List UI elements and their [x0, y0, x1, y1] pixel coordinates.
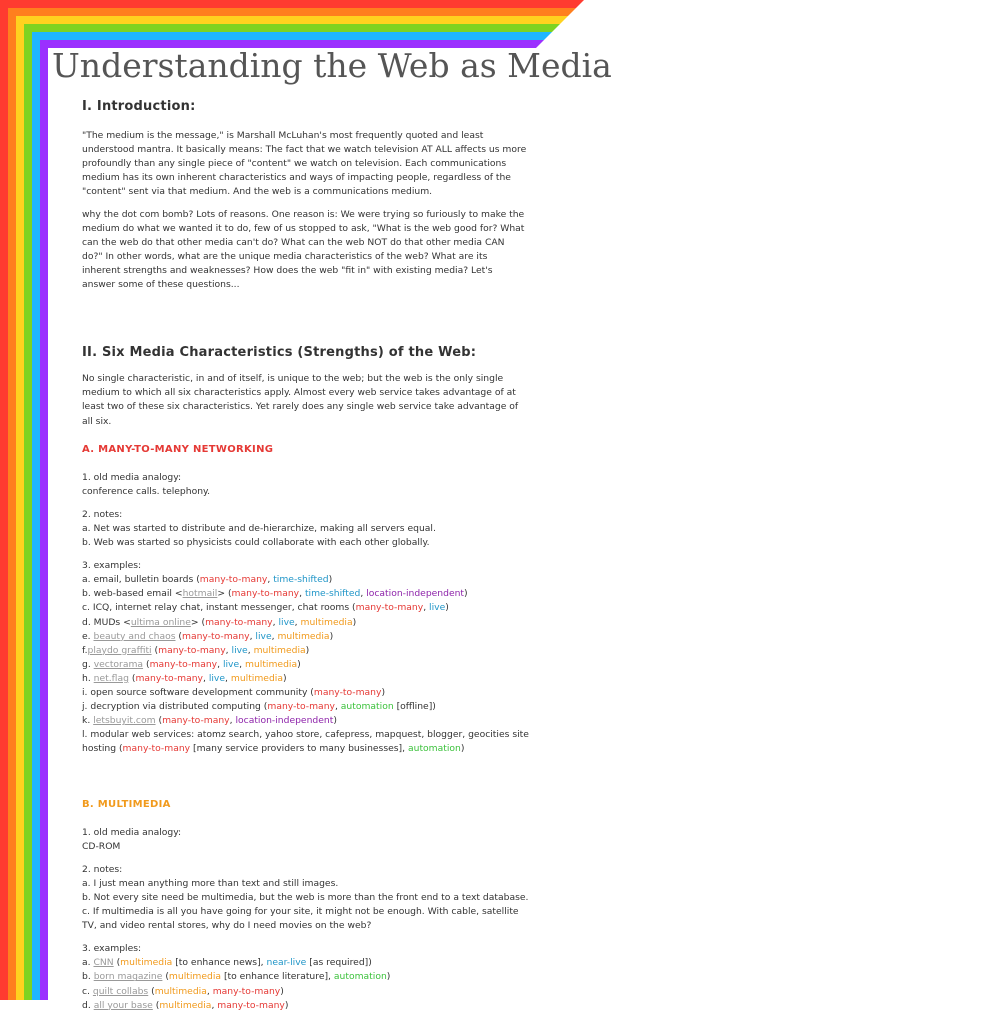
tag-multimedia: multimedia [159, 999, 212, 1011]
b-example-d [82, 999, 527, 1013]
sep: , [271, 630, 278, 642]
a-example-g [82, 658, 527, 672]
intro-paragraph-1: "The medium is the message," is Marshall McLuhan's most frequently quoted and least understood mantra. It basically means: The fact that we watch television AT ALL affects us more profoundly than any single piece of "content" we watch on television. Each communications medium has its own inherent characteristics and ways of impacting people, regardless of the "content" sent via that medium. And the web is a communications medium. [82, 130, 527, 198]
sep: , [272, 616, 279, 628]
sep: , [267, 574, 274, 586]
tag-many-to-many: many-to-many [122, 743, 191, 755]
a-example-l-cont-text: hosting ( [82, 743, 123, 755]
b-examples [82, 942, 527, 1012]
a-note-b: b. Web was started so physicists could collaborate with each other globally. [82, 537, 430, 549]
b-example-a-mid: [to enhance news], [172, 957, 267, 969]
tag-many-to-many: many-to-many [162, 715, 230, 727]
tag-location-independent: location-independent [366, 588, 465, 600]
tag-many-to-many: many-to-many [355, 602, 424, 614]
tag-time-shifted: time-shifted [304, 588, 361, 600]
playdo-graffiti-link[interactable]: playdo graffiti [87, 644, 152, 656]
sep: , [334, 701, 341, 713]
a-example-h [82, 672, 527, 686]
a-notes [82, 508, 527, 550]
rainbow-top-orange [8, 8, 576, 16]
a-example-c [82, 601, 527, 615]
intro-paragraph-2: why the dot com bomb? Lots of reasons. One reason is: We were trying so furiously to make the medium do what we wanted it to do, few of us stopped to ask, "What is the web good for? What can the web do that other media can't do? What can the web NOT do that other media CAN do?" In other words, what are the unique media characteristics of the web? What are its inherent strengths and weaknesses? How does the web "fit in" with existing media? Let's answer some of these questions... [82, 208, 525, 291]
tag-many-to-many: many-to-many [217, 999, 285, 1011]
a-example-d [82, 616, 527, 630]
tag-multimedia: multimedia [230, 672, 283, 684]
close: ) [386, 971, 391, 983]
close: ) [333, 715, 337, 727]
b-example-b-mid: [to enhance literature], [221, 971, 334, 983]
tag-many-to-many: many-to-many [212, 985, 281, 997]
rainbow-top-green [24, 24, 560, 32]
sep: , [423, 602, 430, 614]
tag-multimedia: multimedia [120, 957, 173, 969]
a-example-a-text: a. email, bulletin boards ( [82, 574, 200, 586]
close: ) [460, 743, 465, 755]
a-notes-label: 2. notes: [82, 508, 123, 520]
b-example-c-text: c. [82, 985, 93, 997]
six-characteristics-heading: II. Six Media Characteristics (Strengths) of the Web: [82, 345, 477, 361]
b-analogy-text: CD-ROM [82, 840, 121, 852]
a-example-a [82, 573, 527, 587]
sep: , [217, 658, 223, 670]
tag-many-to-many: many-to-many [199, 574, 268, 586]
a-example-i-text: i. open source software development community ( [82, 687, 314, 698]
beauty-and-chaos-link[interactable]: beauty and chaos [93, 630, 176, 642]
sep: , [229, 715, 236, 727]
close: ) [282, 672, 287, 684]
a-example-i [82, 686, 527, 700]
a-example-j-text: j. decryption via distributed computing ( [82, 701, 268, 713]
b-example-a-text: a. [82, 957, 94, 969]
a-analogy [82, 471, 527, 499]
rainbow-top-red [0, 0, 584, 8]
b-example-b [82, 970, 527, 984]
close: ) [352, 616, 357, 628]
a-example-h-text: h. [82, 672, 94, 684]
sep: , [202, 672, 209, 684]
close: ) [329, 630, 334, 642]
a-example-d-text: d. MUDs < [82, 616, 131, 628]
tag-many-to-many: many-to-many [267, 701, 335, 713]
a-example-f [82, 644, 527, 658]
sep: , [225, 644, 232, 656]
b-note-c: c. If multimedia is all you have going for your site, it might not be enough. With cable, satellite TV, and video rental stores, why do I need movies on the web? [82, 906, 519, 932]
vectorama-link[interactable]: vectorama [93, 658, 144, 670]
open: ( [128, 672, 136, 684]
b-example-b-text: b. [82, 971, 94, 983]
letsbuyit-link[interactable]: letsbuyit.com [93, 715, 156, 727]
tag-multimedia: multimedia [300, 616, 353, 628]
sep: , [247, 644, 254, 656]
open: ( [175, 630, 183, 642]
b-example-a-post: [as required]) [306, 957, 372, 969]
rainbow-stripe-yellow [16, 8, 24, 1000]
rainbow-corner-cut [500, 0, 600, 50]
b-analogy-label: 1. old media analogy: [82, 826, 182, 838]
a-example-d-post: > ( [190, 616, 206, 628]
open: ( [113, 957, 121, 969]
a-example-c-text: c. ICQ, internet relay chat, instant messenger, chat rooms ( [82, 602, 356, 614]
open: ( [148, 985, 155, 997]
cnn-link[interactable]: CNN [93, 957, 114, 969]
open: ( [155, 715, 163, 727]
rainbow-stripe-green [24, 16, 32, 1000]
a-example-e-text: e. [82, 630, 94, 642]
rainbow-stripe-cyan [32, 24, 40, 1000]
section-b-heading: B. MULTIMEDIA [82, 799, 171, 811]
page-title: Understanding the Web as Media [52, 46, 612, 85]
close: ) [328, 574, 333, 586]
tag-live: live [429, 602, 446, 614]
sep: , [249, 630, 256, 642]
ultima-online-link[interactable]: ultima online [130, 616, 191, 628]
close: ) [280, 985, 284, 997]
rainbow-stripe-violet [40, 32, 48, 1000]
close: ) [464, 588, 468, 600]
tag-live: live [255, 630, 272, 642]
rainbow-stripe-orange [8, 0, 16, 1000]
tag-many-to-many: many-to-many [182, 630, 250, 642]
rainbow-top-yellow [16, 16, 568, 24]
main-content [82, 100, 527, 1022]
b-note-b: b. Not every site need be multimedia, but the web is more than the front end to a text database. [82, 891, 529, 903]
tag-live: live [231, 644, 248, 656]
tag-near-live: near-live [266, 957, 307, 969]
tag-multimedia: multimedia [154, 985, 207, 997]
open: ( [143, 658, 150, 670]
a-example-b-post: > ( [217, 588, 232, 600]
sep: , [206, 985, 213, 997]
a-analogy-text: conference calls. telephony. [82, 485, 211, 497]
sep: , [299, 588, 305, 600]
tag-many-to-many: many-to-many [135, 672, 203, 684]
a-example-e [82, 630, 527, 644]
a-example-j [82, 700, 527, 714]
rainbow-top-cyan [32, 32, 552, 40]
tag-automation: automation [340, 701, 394, 713]
a-example-k [82, 714, 527, 728]
tag-many-to-many: many-to-many [158, 644, 226, 656]
rainbow-stripe-red [0, 0, 8, 1000]
open: ( [152, 999, 160, 1011]
close: ) [445, 602, 449, 614]
b-notes-label: 2. notes: [82, 863, 123, 875]
a-example-l-cont [82, 742, 527, 756]
a-example-l-mid: [many service providers to many businesses], [190, 743, 408, 755]
close: ) [297, 658, 301, 670]
tag-multimedia: multimedia [277, 630, 330, 642]
tag-many-to-many: many-to-many [205, 616, 273, 628]
tag-live: live [222, 658, 240, 670]
tag-multimedia: multimedia [168, 971, 222, 983]
tag-many-to-many: many-to-many [231, 588, 300, 600]
sep: , [360, 588, 367, 600]
close: ) [284, 999, 289, 1011]
all-your-base-link[interactable]: all your base [93, 999, 153, 1011]
a-example-k-text: k. [82, 715, 94, 727]
section-a-heading: A. MANY-TO-MANY NETWORKING [82, 443, 274, 455]
tag-live: live [278, 616, 295, 628]
a-analogy-label: 1. old media analogy: [82, 471, 182, 483]
intro-heading: I. Introduction: [82, 99, 196, 114]
tag-live: live [208, 672, 226, 684]
net-flag-link[interactable]: net.flag [93, 672, 129, 684]
close: ) [305, 644, 310, 656]
sep: , [225, 672, 231, 684]
a-examples-label: 3. examples: [82, 560, 142, 572]
a-example-j-post: [offline]) [393, 701, 436, 713]
tag-time-shifted: time-shifted [273, 574, 329, 586]
sep: , [294, 616, 301, 628]
tag-many-to-many: many-to-many [149, 658, 218, 670]
a-example-g-text: g. [82, 658, 94, 670]
a-examples [82, 559, 527, 756]
b-example-c [82, 985, 527, 999]
tag-automation: automation [333, 971, 387, 983]
hotmail-link[interactable]: hotmail [182, 588, 218, 600]
tag-multimedia: multimedia [253, 644, 306, 656]
tag-automation: automation [408, 743, 461, 755]
b-example-d-text: d. [82, 999, 94, 1011]
a-example-b [82, 587, 527, 601]
tag-multimedia: multimedia [245, 658, 298, 670]
six-characteristics-paragraph: No single characteristic, in and of itself, is unique to the web; but the web is the only single medium to which all six characteristics apply. Almost every web service takes advantage of at least two of these six characteristics. Yet rarely does any single web service take advantage of all six. [82, 373, 519, 427]
open: ( [162, 971, 169, 983]
b-notes [82, 863, 527, 933]
a-example-f-text: f. [82, 644, 88, 656]
b-examples-label: 3. examples: [82, 943, 142, 955]
b-analogy [82, 826, 527, 854]
quilt-collabs-link[interactable]: quilt collabs [92, 985, 149, 997]
tag-location-independent: location-independent [235, 715, 334, 727]
b-note-a: a. I just mean anything more than text and still images. [82, 877, 339, 889]
a-note-a: a. Net was started to distribute and de-hierarchize, making all servers equal. [82, 522, 436, 534]
a-example-l: l. modular web services: atomz search, yahoo store, cafepress, mapquest, blogger, geocities site [82, 729, 529, 741]
close: ) [381, 687, 386, 698]
tag-many-to-many: many-to-many [313, 687, 382, 698]
sep: , [211, 999, 218, 1011]
open: ( [151, 644, 159, 656]
sep: , [239, 658, 245, 670]
a-example-b-text: b. web-based email < [82, 588, 183, 600]
born-magazine-link[interactable]: born magazine [93, 971, 163, 983]
b-example-a [82, 956, 527, 970]
